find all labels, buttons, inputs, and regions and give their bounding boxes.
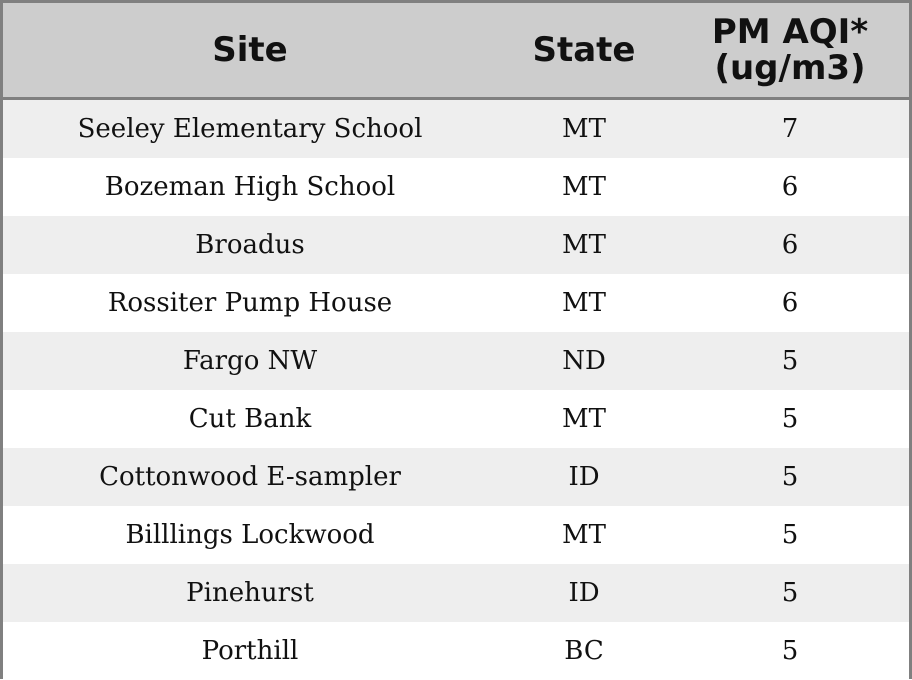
table-row [3,216,909,274]
table-row [3,274,909,332]
table-body [3,99,909,680]
cell-state: MT [497,99,671,159]
cell-site: Rossiter Pump House [3,274,497,332]
cell-site: Fargo NW [3,332,497,390]
cell-site: Broadus [3,216,497,274]
cell-state: ND [497,332,671,390]
table-row [3,506,909,564]
cell-site: Pinehurst [3,564,497,622]
cell-pm-aqi: 5 [671,390,909,448]
cell-site: Porthill [3,622,497,680]
cell-pm-aqi: 6 [671,274,909,332]
cell-site: Bozeman High School [3,158,497,216]
cell-site: Cottonwood E-sampler [3,448,497,506]
cell-state: MT [497,216,671,274]
cell-site: Seeley Elementary School [3,99,497,159]
header-pm-aqi-unit: (ug/m3) [671,50,909,86]
header-row [3,3,909,99]
cell-site: Cut Bank [3,390,497,448]
cell-state: MT [497,506,671,564]
header-site: Site [3,3,497,99]
cell-pm-aqi: 5 [671,448,909,506]
cell-pm-aqi: 6 [671,158,909,216]
table-row [3,564,909,622]
cell-pm-aqi: 5 [671,506,909,564]
cell-state: BC [497,622,671,680]
cell-state: ID [497,448,671,506]
cell-state: ID [497,564,671,622]
table-row [3,332,909,390]
table-row [3,622,909,680]
cell-state: MT [497,158,671,216]
cell-pm-aqi: 6 [671,216,909,274]
table-row [3,99,909,159]
cell-pm-aqi: 5 [671,332,909,390]
header-state: State [497,3,671,99]
cell-pm-aqi: 7 [671,99,909,159]
cell-site: Billlings Lockwood [3,506,497,564]
cell-state: MT [497,390,671,448]
cell-state: MT [497,274,671,332]
table-row [3,390,909,448]
header-pm-aqi-label: PM AQI* [671,14,909,50]
cell-pm-aqi: 5 [671,564,909,622]
table-row [3,158,909,216]
table-row [3,448,909,506]
cell-pm-aqi: 5 [671,622,909,680]
table-header [3,3,909,99]
header-pm-aqi [671,3,909,99]
pm-aqi-table [3,3,909,680]
